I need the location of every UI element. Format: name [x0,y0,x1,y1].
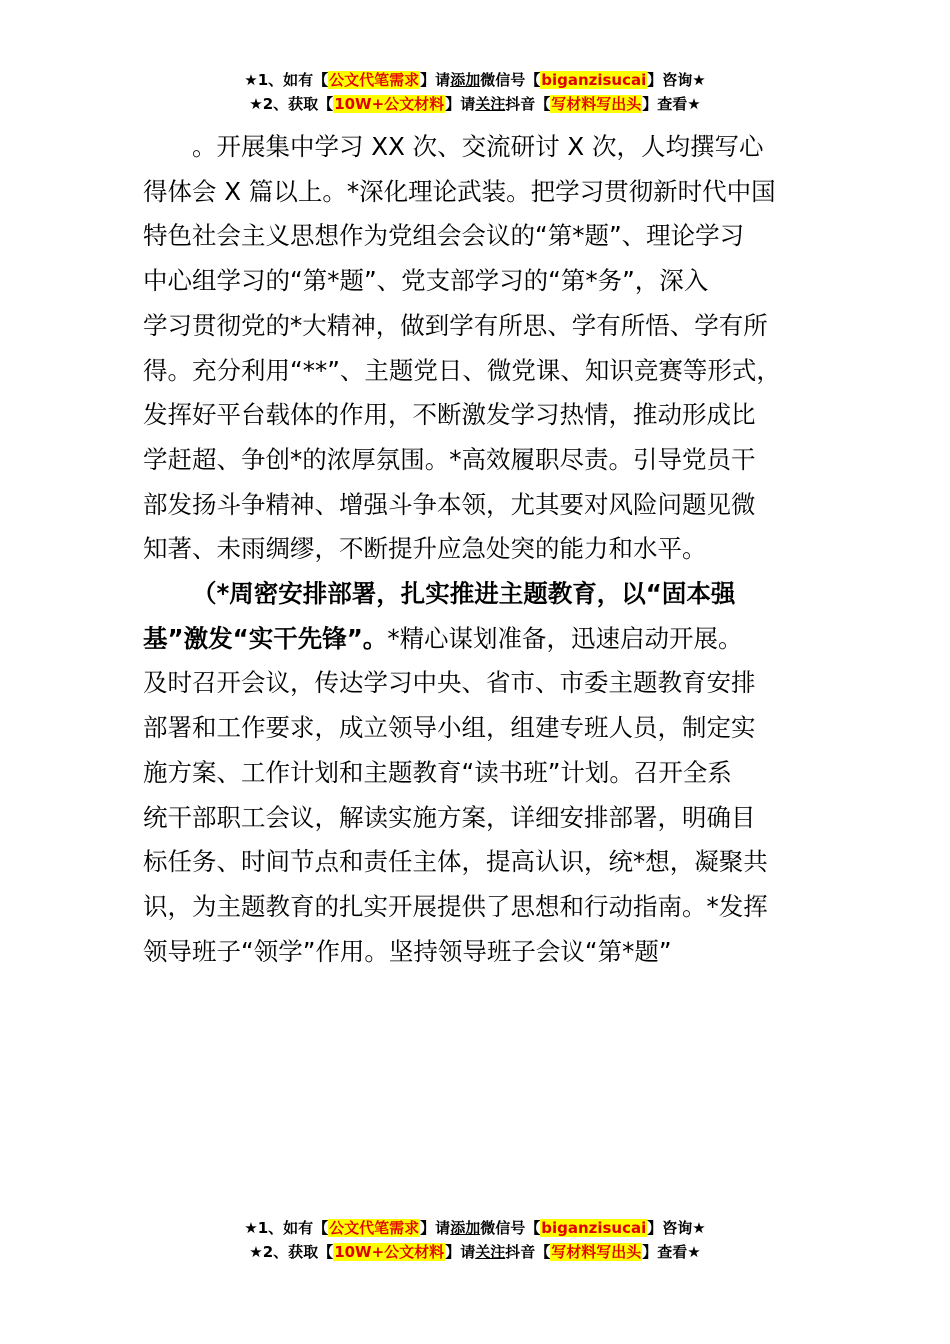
body-line: 特色社会主义思想作为党组会会议的“第*题”、理论学习 [143,221,745,251]
section-heading-continuation [143,617,823,662]
promo-text: 微信号【 [480,71,541,89]
promo-text: 】请 [445,1243,476,1261]
promo-highlight: 公文代笔需求 [329,71,420,89]
body-line: 发挥好平台载体的作用，不断激发学习热情，推动形成比 [143,400,756,430]
promo-banner-bottom [0,1216,950,1264]
promo-text: 】查看★ [642,1243,701,1261]
promo-line-1 [0,68,950,92]
promo-text: ★2、获取【 [249,95,334,113]
body-line: 中心组学习的“第*题”、党支部学习的“第*务”，深入 [143,266,709,296]
promo-underlined: 添加 [450,71,481,89]
promo-highlight: 10W+公文材料 [334,95,445,113]
promo-underlined: 关注 [475,95,506,113]
promo-text: 】查看★ [642,95,701,113]
document-body [143,125,823,974]
body-line: 识，为主题教育的扎实开展提供了思想和行动指南。*发挥 [143,891,768,921]
promo-text: 】咨询★ [647,1219,706,1237]
promo-underlined: 关注 [475,1243,506,1261]
body-line: 得体会 X 篇以上。*深化理论武装。把学习贯彻新时代中国 [143,176,776,206]
body-text-run: *精心谋划准备，迅速启动开展。 [387,623,743,653]
section-heading-tail: 基”激发“实干先锋”。 [143,623,388,653]
section-heading: （*周密安排部署，扎实推进主题教育，以“固本强 [192,579,736,609]
body-line: 学赶超、争创*的浓厚氛围。*高效履职尽责。引导党员干 [143,444,756,474]
promo-text: 】请 [420,71,451,89]
body-line: 知著、未雨绸缪，不断提升应急处突的能力和水平。 [143,534,707,564]
promo-underlined: 添加 [450,1219,481,1237]
promo-text: ★2、获取【 [249,1243,334,1261]
promo-line-2 [0,92,950,116]
promo-douyin-id: 写材料写出头 [551,1243,642,1261]
body-line: 得。充分利用“**”、主题党日、微党课、知识竞赛等形式， [143,355,781,385]
promo-text: 抖音【 [505,95,551,113]
promo-line-2 [0,1240,950,1264]
promo-highlight: 公文代笔需求 [329,1219,420,1237]
body-line: 标任务、时间节点和责任主体，提高认识，统*想，凝聚共 [143,847,768,877]
promo-highlight: 10W+公文材料 [334,1243,445,1261]
body-line: 领导班子“领学”作用。坚持领导班子会议“第*题” [143,936,672,966]
promo-text: ★1、如有【 [244,1219,329,1237]
body-line: 学习贯彻党的*大精神，做到学有所思、学有所悟、学有所 [143,310,768,340]
promo-text: 】请 [445,95,476,113]
body-line: 统干部职工会议，解读实施方案，详细安排部署，明确目 [143,802,756,832]
body-line: 。开展集中学习 XX 次、交流研讨 X 次，人均撰写心 [192,132,764,161]
promo-text: 】请 [420,1219,451,1237]
promo-wechat-id: biganzisucai [541,1219,647,1237]
body-line: 施方案、工作计划和主题教育“读书班”计划。召开全系 [143,757,732,787]
promo-text: 】咨询★ [647,71,706,89]
promo-text: 微信号【 [480,1219,541,1237]
promo-douyin-id: 写材料写出头 [551,95,642,113]
promo-line-1 [0,1216,950,1240]
body-line: 及时召开会议，传达学习中央、省市、市委主题教育安排 [143,668,756,698]
promo-text: ★1、如有【 [244,71,329,89]
body-line: 部署和工作要求，成立领导小组，组建专班人员，制定实 [143,713,756,743]
promo-wechat-id: biganzisucai [541,71,647,89]
promo-text: 抖音【 [505,1243,551,1261]
body-line: 部发扬斗争精神、增强斗争本领，尤其要对风险问题见微 [143,489,756,519]
promo-banner-top [0,68,950,116]
